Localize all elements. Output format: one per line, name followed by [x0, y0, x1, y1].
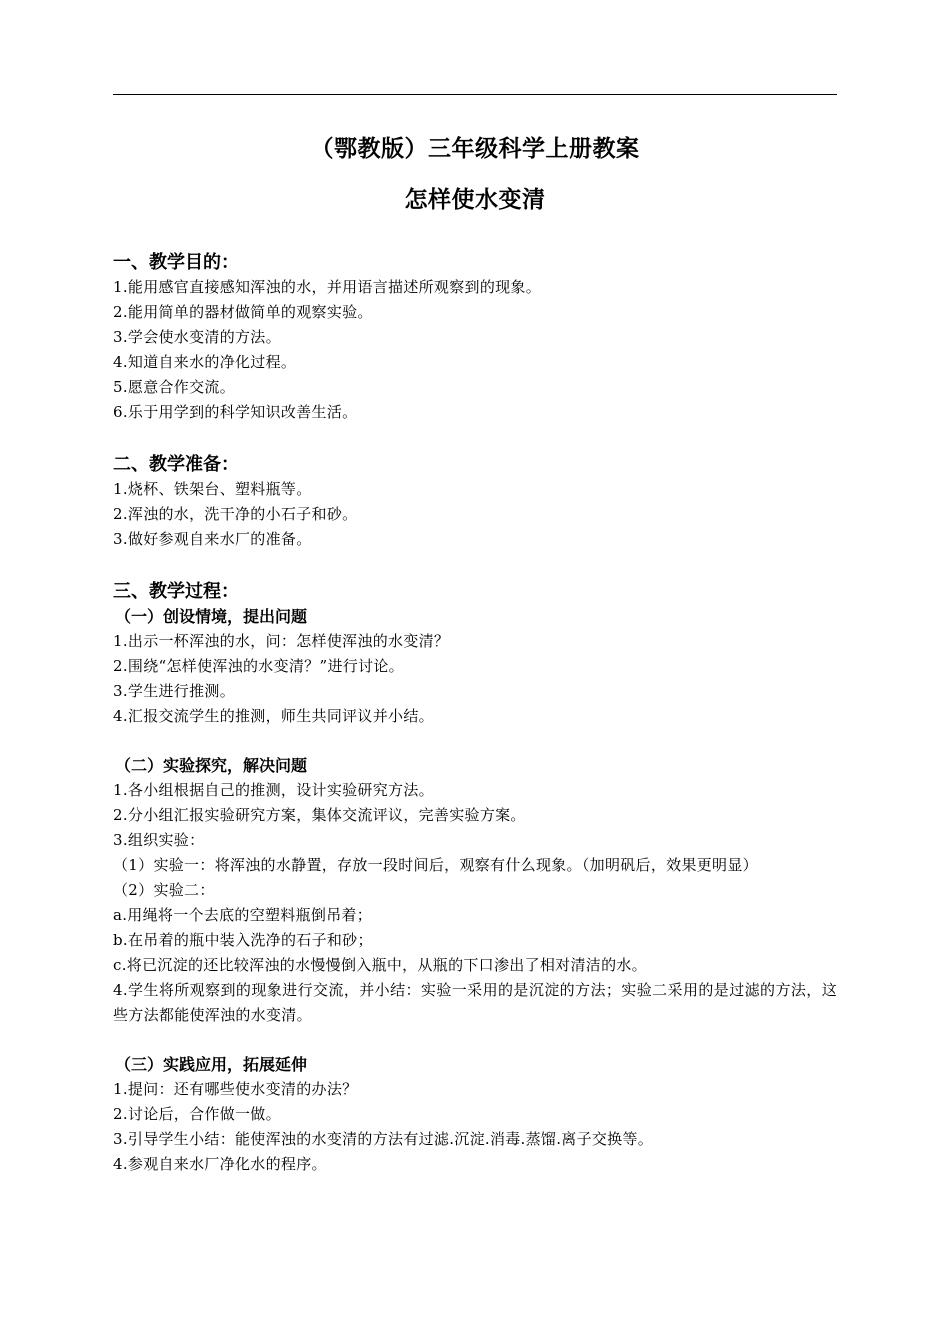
list-item: 4.学生将所观察到的现象进行交流，并小结：实验一采用的是沉淀的方法；实验二采用的是过滤的方法，这些方法都能使浑浊的水变清。: [113, 981, 837, 1024]
list-item: 3.引导学生小结：能使浑浊的水变清的方法有过滤.沉淀.消毒.蒸馏.离子交换等。: [113, 1130, 654, 1148]
list-item: 1.烧杯、铁架台、塑料瓶等。: [113, 480, 312, 498]
list-item: 2.分小组汇报实验研究方案，集体交流评议，完善实验方案。: [113, 806, 526, 824]
document-subtitle: 怎样使水变清: [404, 187, 546, 213]
list-item: 2.能用简单的器材做简单的观察实验。: [113, 303, 373, 321]
list-item: a.用绳将一个去底的空塑料瓶倒吊着；: [113, 906, 373, 924]
list-item: 4.参观自来水厂净化水的程序。: [113, 1155, 327, 1173]
list-item: 2.浑浊的水，洗干净的小石子和砂。: [113, 505, 358, 523]
list-item: 6.乐于用学到的科学知识改善生活。: [113, 403, 358, 421]
document-title: （鄂教版）三年级科学上册教案: [310, 136, 640, 162]
section-teaching-objectives: [113, 250, 837, 425]
section-heading: 三、教学过程：: [113, 581, 239, 602]
section-heading: 一、教学目的：: [113, 252, 239, 273]
list-item: 1.出示一杯浑浊的水，问：怎样使浑浊的水变清？: [113, 632, 450, 650]
list-item: 1.各小组根据自己的推测，设计实验研究方法。: [113, 781, 434, 799]
list-item: （2）实验二：: [113, 881, 215, 899]
list-item: 2.围绕“怎样使浑浊的水变清？”进行讨论。: [113, 657, 404, 675]
document-body: [113, 250, 837, 1177]
list-item: c.将已沉淀的还比较浑浊的水慢慢倒入瓶中，从瓶的下口渗出了相对清洁的水。: [113, 956, 647, 974]
header-rule: [113, 94, 837, 95]
list-item: 2.讨论后，合作做一做。: [113, 1105, 281, 1123]
subsection-experiment-inquiry: [113, 753, 837, 1028]
list-item: 4.汇报交流学生的推测，师生共同评议并小结。: [113, 707, 434, 725]
subsection-practice-application: [113, 1052, 837, 1177]
list-item: 3.学会使水变清的方法。: [113, 328, 281, 346]
section-teaching-preparation: [113, 452, 837, 552]
list-item: 5.愿意合作交流。: [113, 378, 236, 396]
section-teaching-process: [113, 579, 837, 1177]
list-item: 3.学生进行推测。: [113, 682, 236, 700]
list-item: 1.能用感官直接感知浑浊的水，并用语言描述所观察到的现象。: [113, 278, 542, 296]
list-item: b.在吊着的瓶中装入洗净的石子和砂；: [113, 931, 373, 949]
section-heading: 二、教学准备：: [113, 454, 239, 475]
subsection-heading: （一）创设情境，提出问题: [115, 607, 308, 626]
list-item: 1.提问：还有哪些使水变清的办法？: [113, 1080, 358, 1098]
list-item: 4.知道自来水的净化过程。: [113, 353, 297, 371]
list-item: 3.组织实验：: [113, 831, 205, 849]
list-item: 3.做好参观自来水厂的准备。: [113, 530, 312, 548]
subsection-heading: （二）实验探究，解决问题: [115, 756, 308, 775]
subsection-create-situation: [113, 604, 837, 729]
subsection-heading: （三）实践应用，拓展延伸: [115, 1055, 308, 1074]
list-item: （1）实验一：将浑浊的水静置，存放一段时间后，观察有什么现象。（加明矾后，效果更明显）: [113, 856, 758, 874]
